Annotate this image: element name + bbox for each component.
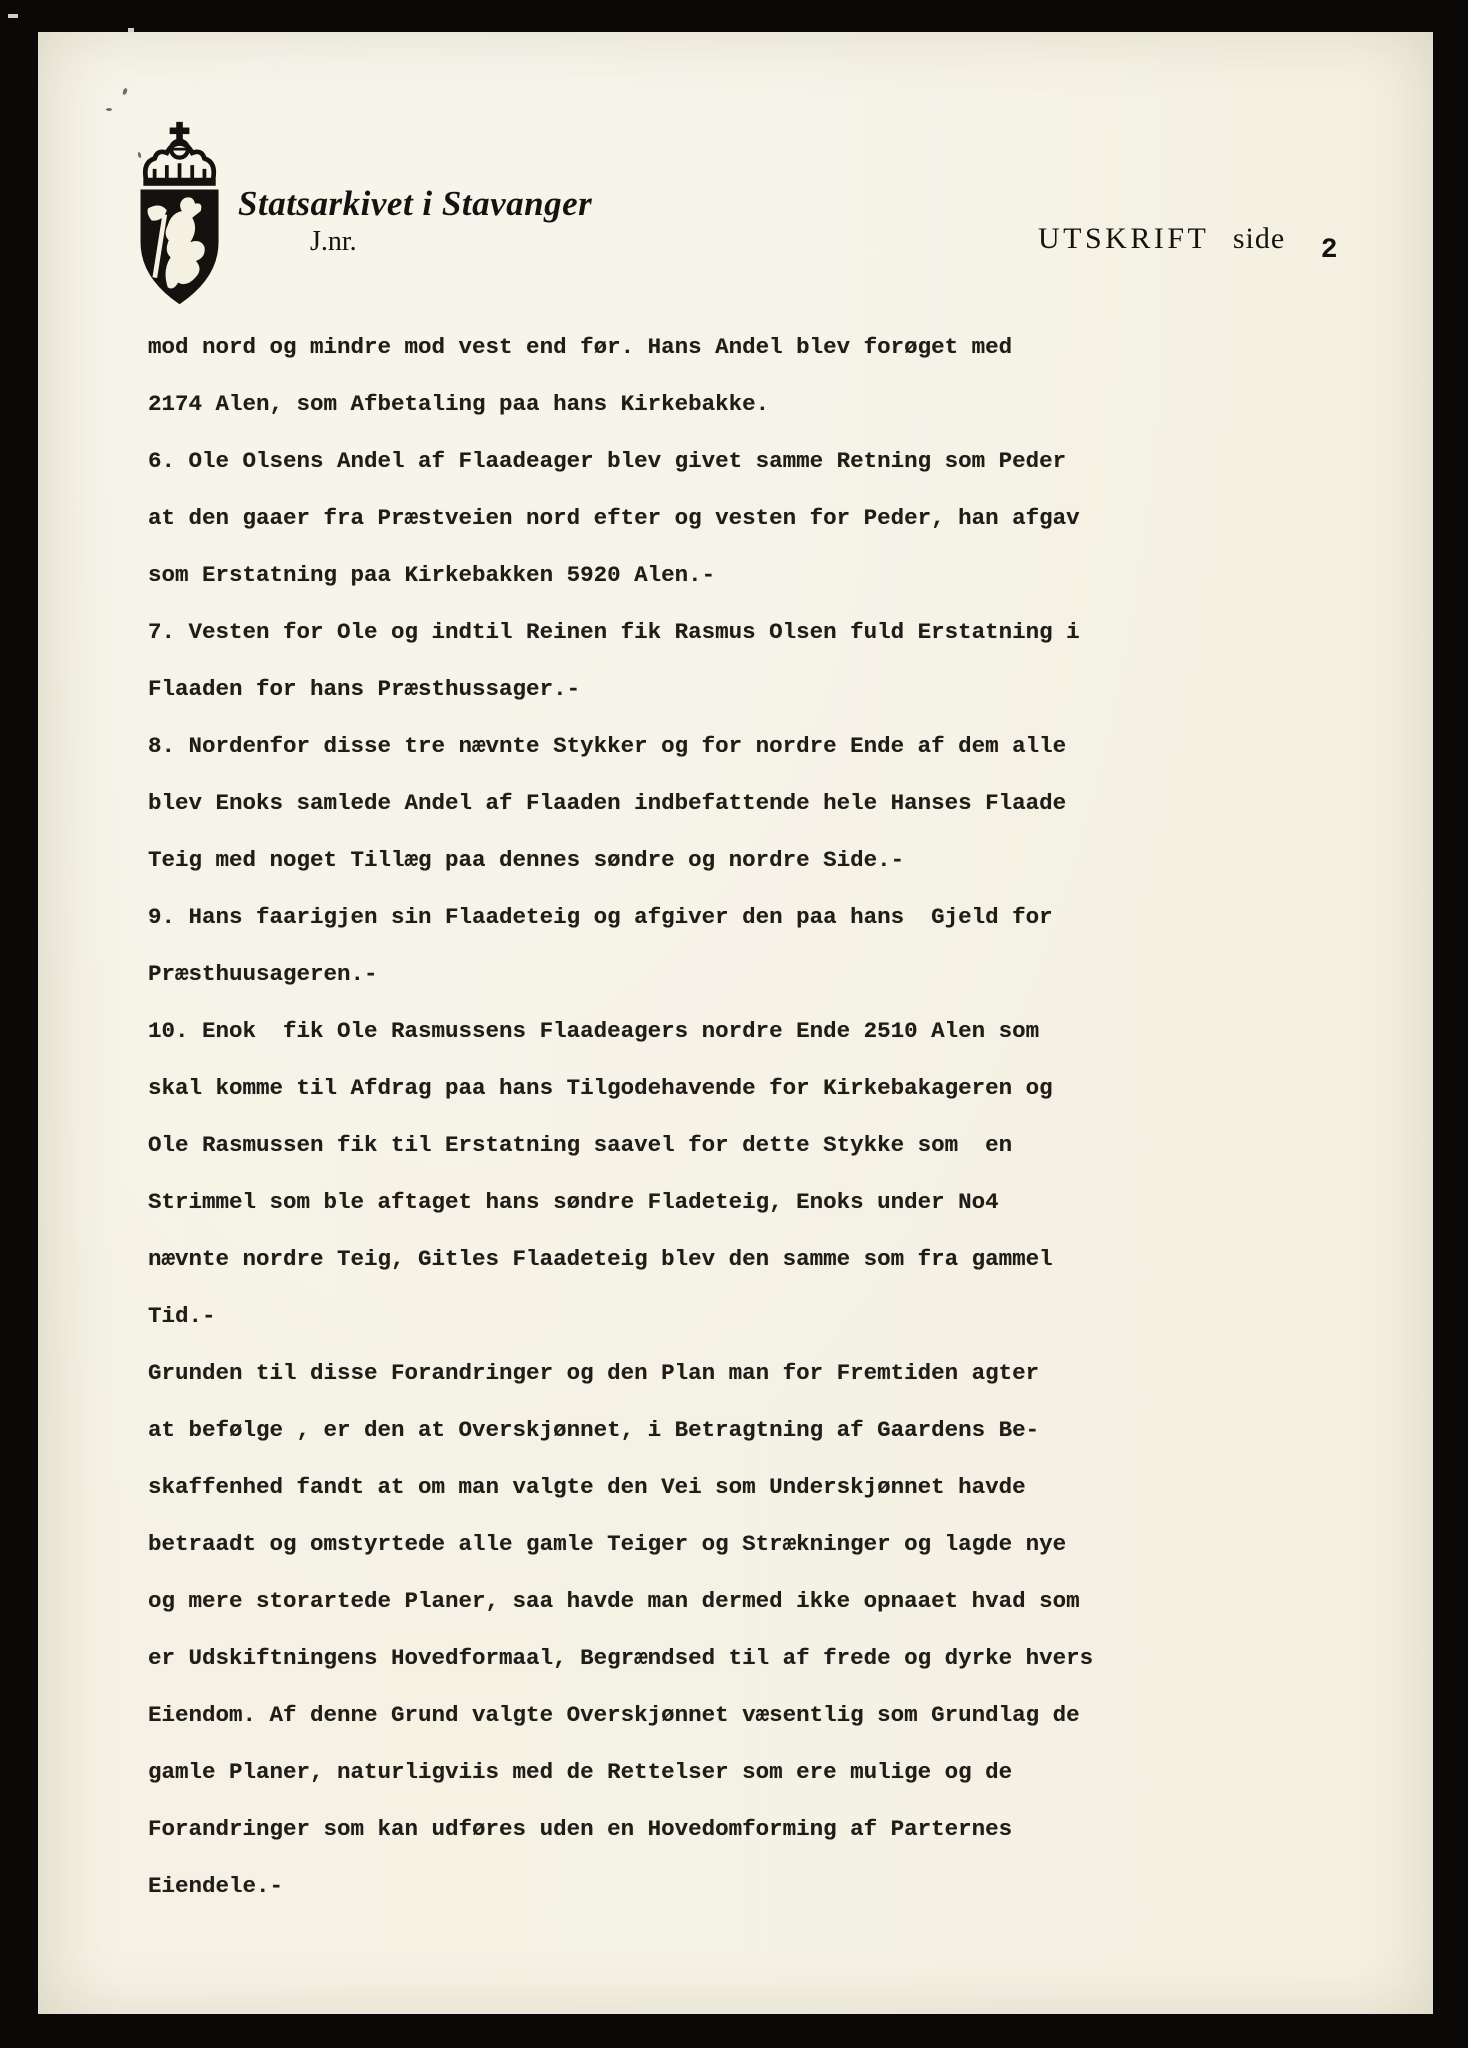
- archive-name: Statsarkivet i Stavanger: [238, 184, 593, 223]
- document-line: mod nord og mindre mod vest end før. Hans Andel blev forøget med: [148, 334, 1013, 360]
- document-line: Præsthuusageren.-: [148, 961, 378, 987]
- document-line: 8. Nordenfor disse tre nævnte Stykker og for nordre Ende af dem alle: [148, 733, 1067, 759]
- document-line: 10. Enok fik Ole Rasmussens Flaadeagers nordre Ende 2510 Alen som: [148, 1018, 1040, 1044]
- document-line: Eiendom. Af denne Grund valgte Overskjønnet væsentlig som Grundlag de: [148, 1702, 1080, 1728]
- document-line: at befølge , er den at Overskjønnet, i Betragtning af Gaardens Be-: [148, 1417, 1040, 1443]
- side-label: side: [1232, 222, 1286, 255]
- document-line: som Erstatning paa Kirkebakken 5920 Alen.-: [148, 562, 716, 588]
- document-line: 6. Ole Olsens Andel af Flaadeager blev givet samme Retning som Peder: [148, 448, 1067, 474]
- document-line: Eiendele.-: [148, 1873, 284, 1899]
- scan-artifact: [106, 108, 112, 111]
- document-line: Grunden til disse Forandringer og den Plan man for Fremtiden agter: [148, 1360, 1040, 1386]
- document-line: at den gaaer fra Præstveien nord efter og vesten for Peder, han afgav: [148, 505, 1080, 531]
- document-line: er Udskiftningens Hovedformaal, Begrændsed til af frede og dyrke hvers: [148, 1645, 1094, 1671]
- document-line: skal komme til Afdrag paa hans Tilgodehavende for Kirkebakageren og: [148, 1075, 1053, 1101]
- document-line: blev Enoks samlede Andel af Flaaden indbefattende hele Hanses Flaade: [148, 790, 1067, 816]
- document-body: [148, 319, 1168, 1915]
- document-line: 7. Vesten for Ole og indtil Reinen fik Rasmus Olsen fuld Erstatning i: [148, 619, 1080, 645]
- document-line: gamle Planer, naturligviis med de Rettelser som ere mulige og de: [148, 1759, 1013, 1785]
- document-line: Tid.-: [148, 1303, 216, 1329]
- paper-sheet: [38, 32, 1433, 2014]
- document-line: Ole Rasmussen fik til Erstatning saavel for dette Stykke som en: [148, 1132, 1013, 1158]
- document-line: 9. Hans faarigjen sin Flaadeteig og afgiver den paa hans Gjeld for: [148, 904, 1053, 930]
- document-line: Strimmel som ble aftaget hans søndre Fladeteig, Enoks under No4: [148, 1189, 999, 1215]
- scan-artifact: [122, 88, 128, 96]
- document-line: Forandringer som kan udføres uden en Hovedomforming af Parternes: [148, 1816, 1013, 1842]
- document-line: betraadt og omstyrtede alle gamle Teiger og Strækninger og lagde nye: [148, 1531, 1067, 1557]
- document-line: nævnte nordre Teig, Gitles Flaadeteig blev den samme som fra gammel: [148, 1246, 1053, 1272]
- scan-artifact: [8, 14, 18, 18]
- document-line: og mere storartede Planer, saa havde man dermed ikke opnaaet hvad som: [148, 1588, 1080, 1614]
- page-number: 2: [1320, 235, 1338, 266]
- norwegian-coat-of-arms-icon: [128, 120, 232, 308]
- page-header: [1038, 222, 1338, 266]
- utskrift-label: UTSKRIFT: [1038, 222, 1210, 255]
- document-line: Flaaden for hans Præsthussager.-: [148, 676, 581, 702]
- document-line: skaffenhed fandt at om man valgte den Vei som Underskjønnet havde: [148, 1474, 1026, 1500]
- journal-number-label: J.nr.: [310, 226, 357, 257]
- document-line: Teig med noget Tillæg paa dennes søndre og nordre Side.-: [148, 847, 905, 873]
- document-line: 2174 Alen, som Afbetaling paa hans Kirkebakke.: [148, 391, 770, 417]
